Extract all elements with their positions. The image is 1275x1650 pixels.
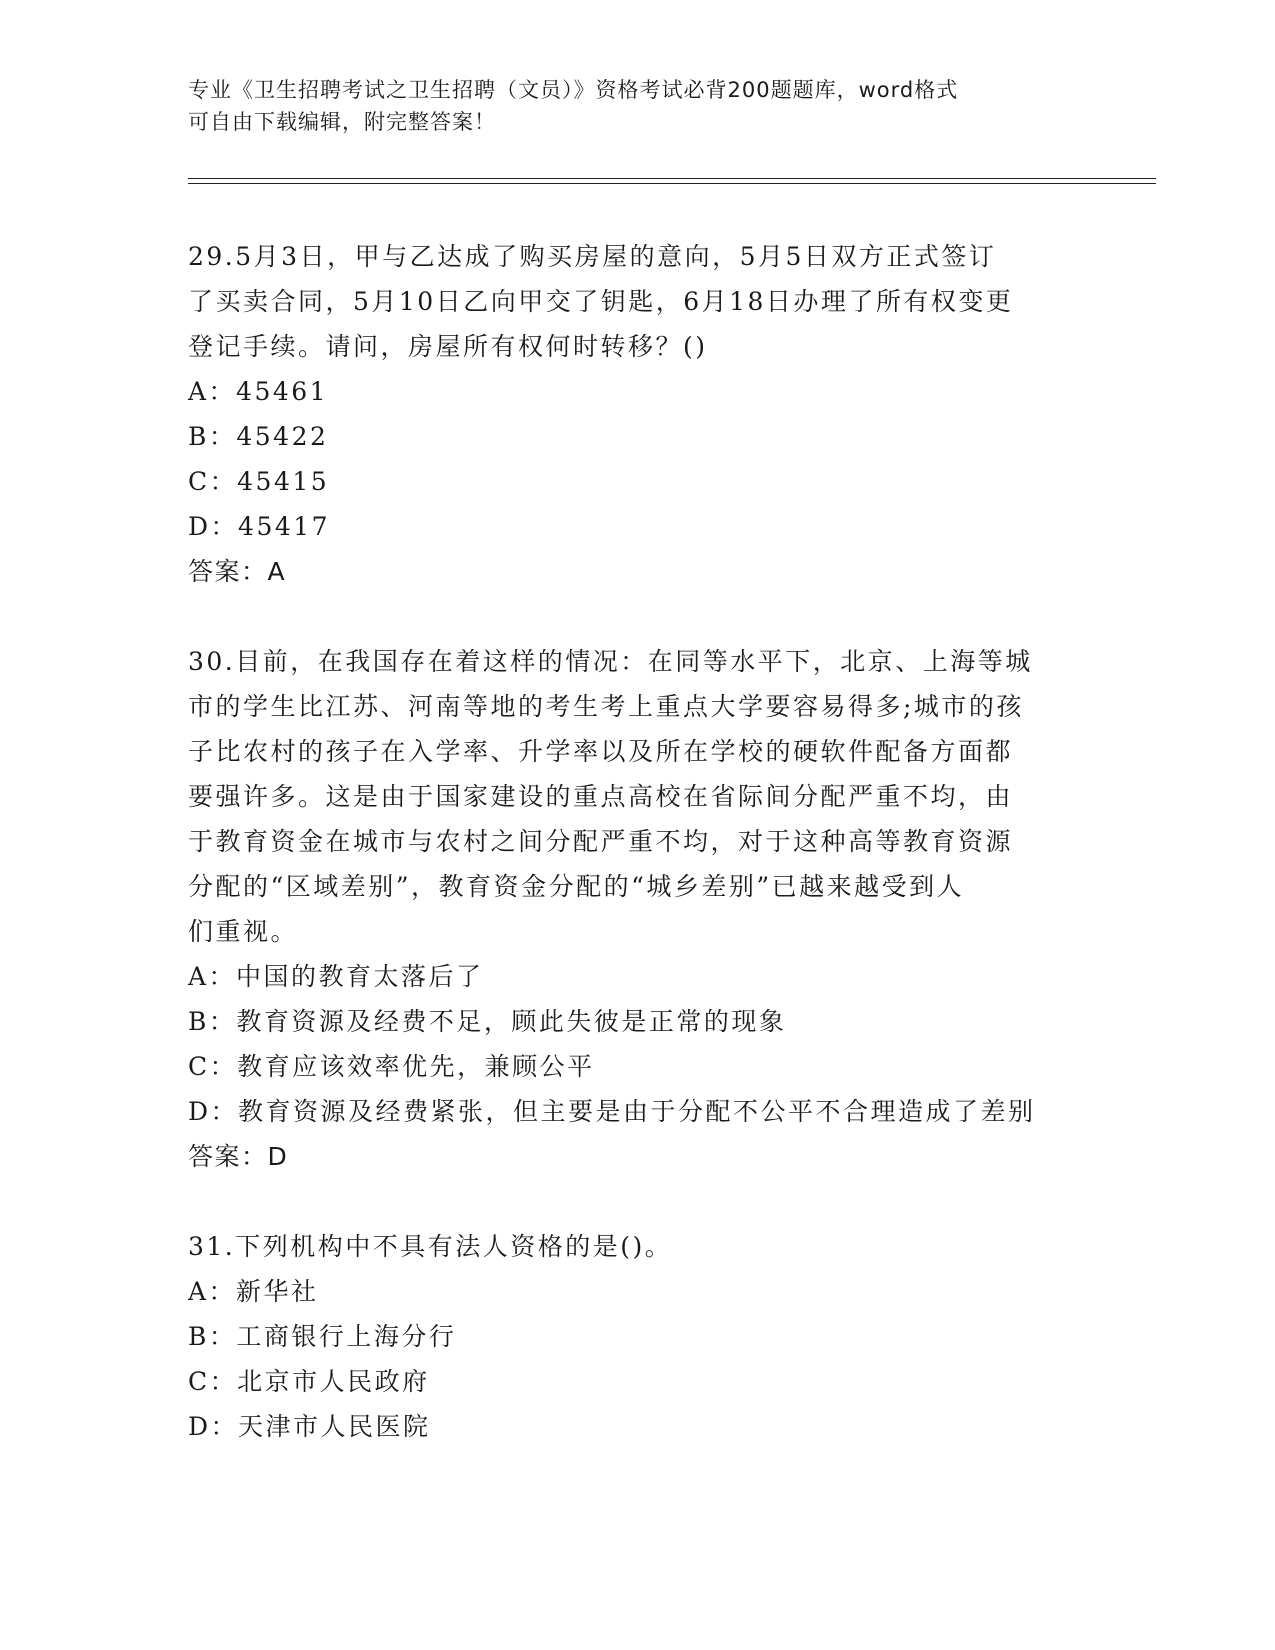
question-spacer (188, 1179, 1078, 1224)
option-a: A：新华社 (188, 1277, 319, 1306)
header-divider-bottom (188, 183, 1156, 184)
question-29 (188, 234, 1078, 594)
question-spacer (188, 594, 1078, 639)
answer-line: 答案：A (188, 557, 287, 586)
option-a: A：45461 (188, 377, 329, 406)
question-30 (188, 639, 1078, 1179)
question-stem-line: 31.下列机构中不具有法人资格的是()。 (188, 1232, 673, 1261)
document-header (188, 74, 1088, 138)
header-line-2: 可自由下载编辑，附完整答案！ (188, 110, 496, 134)
question-stem-line: 于教育资金在城市与农村之间分配严重不均，对于这种高等教育资源 (188, 827, 1014, 856)
option-d: D：天津市人民医院 (188, 1412, 431, 1441)
header-divider-top (188, 178, 1156, 179)
question-stem-line: 分配的“区域差别”，教育资金分配的“城乡差别”已越来越受到人 (188, 872, 965, 901)
option-b: B：教育资源及经费不足，顾此失彼是正常的现象 (188, 1007, 787, 1036)
header-line-1: 专业《卫生招聘考试之卫生招聘（文员）》资格考试必背200题题库，word格式 (188, 78, 959, 102)
question-stem-line: 30.目前，在我国存在着这样的情况：在同等水平下，北京、上海等城 (188, 647, 1033, 676)
question-stem-line: 子比农村的孩子在入学率、升学率以及所在学校的硬软件配备方面都 (188, 737, 1014, 766)
question-31 (188, 1224, 1078, 1449)
option-c: C：45415 (188, 467, 330, 496)
question-stem-line: 们重视。 (188, 917, 299, 946)
question-stem-line: 29.5月3日，甲与乙达成了购买房屋的意向，5月5日双方正式签订 (188, 242, 997, 271)
option-b: B：工商银行上海分行 (188, 1322, 457, 1351)
answer-line: 答案：D (188, 1142, 289, 1171)
option-c: C：北京市人民政府 (188, 1367, 430, 1396)
question-stem-line: 登记手续。请问，房屋所有权何时转移？() (188, 332, 708, 361)
option-c: C：教育应该效率优先，兼顾公平 (188, 1052, 595, 1081)
option-d: D：45417 (188, 512, 331, 541)
option-a: A：中国的教育太落后了 (188, 962, 484, 991)
question-list (188, 234, 1078, 1449)
question-stem-line: 了买卖合同，5月10日乙向甲交了钥匙，6月18日办理了所有权变更 (188, 287, 1014, 316)
option-d: D：教育资源及经费紧张，但主要是由于分配不公平不合理造成了差别 (188, 1097, 1036, 1126)
question-stem-line: 市的学生比江苏、河南等地的考生考上重点大学要容易得多;城市的孩 (188, 692, 1024, 721)
question-stem-line: 要强许多。这是由于国家建设的重点高校在省际间分配严重不均，由 (188, 782, 1014, 811)
option-b: B：45422 (188, 422, 329, 451)
